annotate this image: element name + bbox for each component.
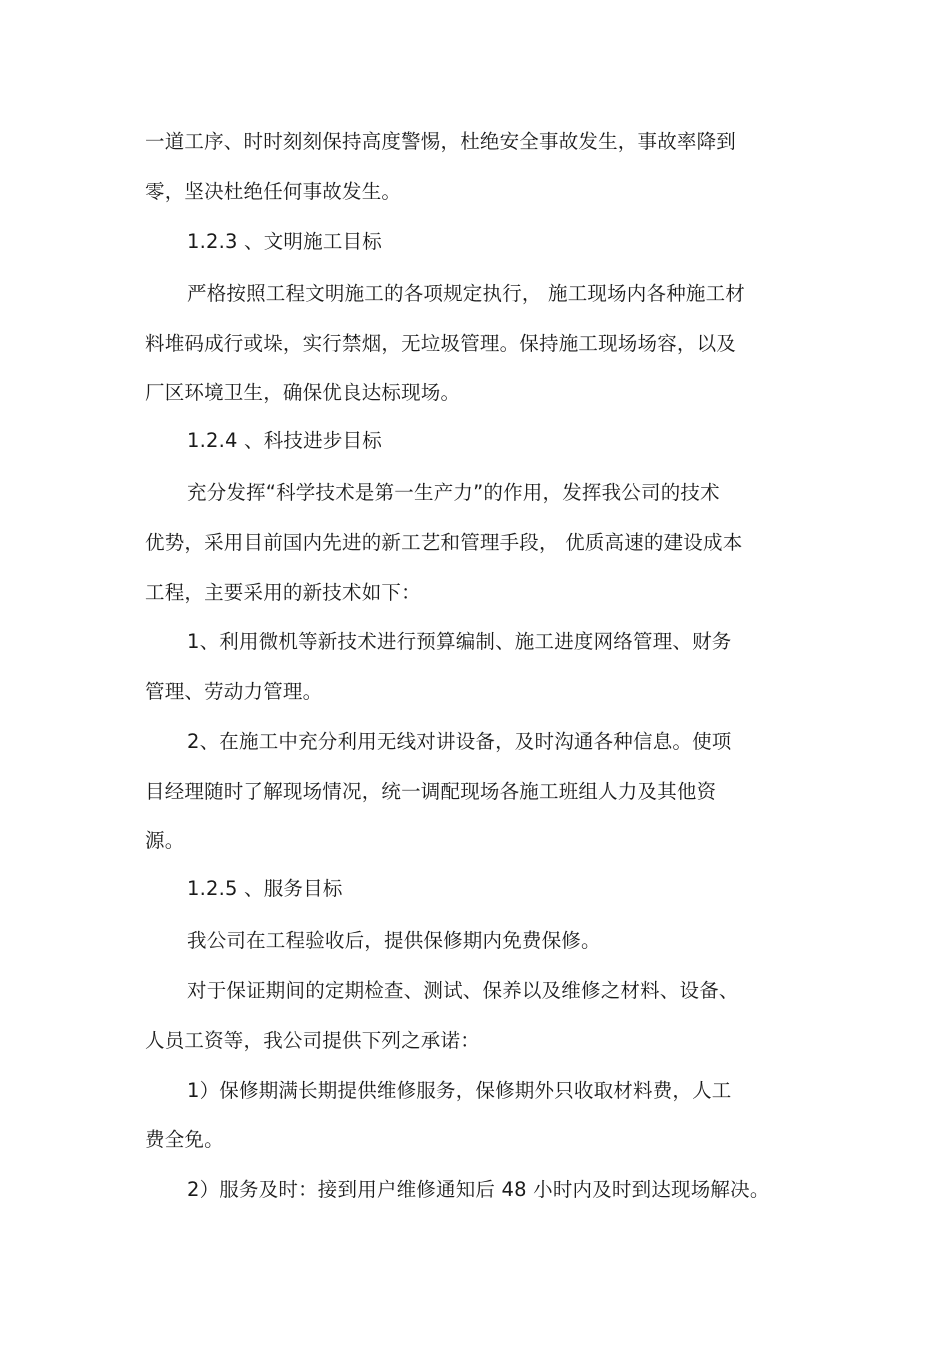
- promise-item-2: 2）服务及时：接到用户维修通知后 48 小时内及时到达现场解决。: [187, 1178, 770, 1201]
- text-line-14: 目经理随时了解现场情况，统一调配现场各施工班组人力及其他资: [145, 780, 717, 803]
- section-heading-1-2-5: 1.2.5 、服务目标: [187, 877, 343, 900]
- text-line-17: 我公司在工程验收后，提供保修期内免费保修。: [187, 929, 601, 952]
- promise-item-1: 1）保修期满长期提供维修服务，保修期外只收取材料费，人工: [187, 1079, 732, 1102]
- section-heading-1-2-4: 1.2.4 、科技进步目标: [187, 429, 382, 452]
- text-line-19: 人员工资等，我公司提供下列之承诺：: [145, 1029, 480, 1052]
- text-line-2: 零，坚决杜绝任何事故发生。: [145, 180, 402, 203]
- text-line-21: 费全免。: [145, 1128, 224, 1151]
- text-line-12: 管理、劳动力管理。: [145, 680, 323, 703]
- text-line-6: 厂区环境卫生，确保优良达标现场。: [145, 381, 461, 404]
- list-item-2: 2、在施工中充分利用无线对讲设备，及时沟通各种信息。使项: [187, 730, 732, 753]
- text-line-8: 充分发挥“科学技术是第一生产力”的作用，发挥我公司的技术: [187, 481, 720, 504]
- text-line-4: 严格按照工程文明施工的各项规定执行， 施工现场内各种施工材: [187, 282, 745, 305]
- text-line-5: 料堆码成行或垛，实行禁烟，无垃圾管理。保持施工现场场容，以及: [145, 332, 737, 355]
- text-line-1: 一道工序、时时刻刻保持高度警惕，杜绝安全事故发生，事故率降到: [145, 130, 737, 153]
- section-heading-1-2-3: 1.2.3 、文明施工目标: [187, 230, 382, 253]
- list-item-1: 1、利用微机等新技术进行预算编制、施工进度网络管理、财务: [187, 630, 732, 653]
- text-line-10: 工程，主要采用的新技术如下：: [145, 581, 421, 604]
- text-line-18: 对于保证期间的定期检查、测试、保养以及维修之材料、设备、: [187, 979, 739, 1002]
- text-line-9: 优势，采用目前国内先进的新工艺和管理手段， 优质高速的建设成本: [145, 531, 743, 554]
- text-line-15: 源。: [145, 829, 185, 852]
